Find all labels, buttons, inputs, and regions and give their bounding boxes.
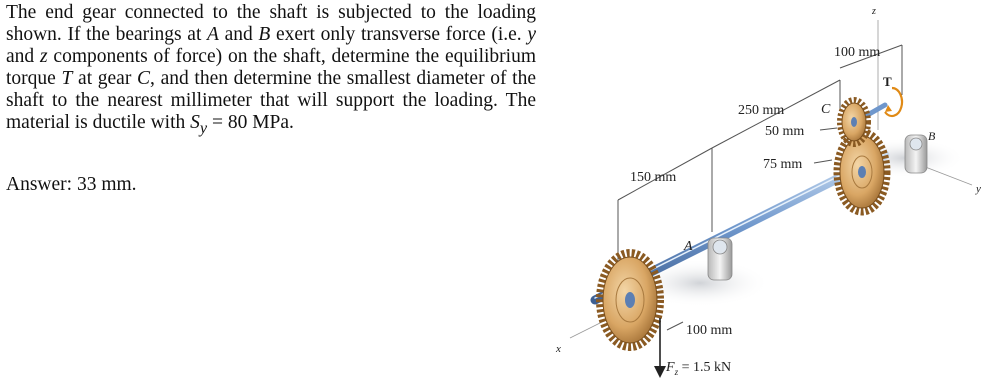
gear-C-large bbox=[837, 132, 887, 212]
var-S-subscript: y bbox=[199, 118, 208, 137]
var-S: S bbox=[190, 112, 200, 133]
var-A: A bbox=[207, 24, 219, 45]
label-150mm: 150 mm bbox=[630, 170, 677, 185]
problem-statement bbox=[6, 2, 536, 139]
label-z: z bbox=[872, 6, 876, 17]
var-B: B bbox=[258, 24, 271, 45]
problem-text-3: exert only transverse force (i.e. bbox=[270, 24, 528, 45]
shaft-gear-figure bbox=[540, 0, 989, 383]
var-C: C bbox=[137, 68, 151, 89]
problem-text-1: The end gear connected to the shaft is subjected to the loading shown. If the bearings at bbox=[6, 2, 536, 45]
label-T: T bbox=[883, 74, 892, 89]
label-A: A bbox=[684, 239, 693, 254]
bearing-B bbox=[905, 135, 927, 173]
problem-text-8: = 80 MPa. bbox=[207, 112, 294, 133]
problem-paragraph bbox=[6, 2, 536, 139]
answer-text: Answer: 33 mm. bbox=[6, 174, 137, 195]
force-label: $F_z = 1.5$ kN bbox=[666, 360, 732, 377]
bearing-A bbox=[708, 238, 732, 280]
label-C: C bbox=[821, 102, 831, 117]
var-T: T bbox=[61, 68, 73, 89]
label-100mm-bottom: 100 mm bbox=[686, 323, 733, 338]
label-250mm: 250 mm bbox=[738, 103, 785, 118]
label-100mm-top: 100 mm bbox=[834, 45, 881, 60]
label-75mm: 75 mm bbox=[763, 157, 803, 172]
var-y: y bbox=[527, 24, 536, 45]
problem-text-4: and bbox=[6, 46, 40, 67]
problem-text-2: and bbox=[218, 24, 259, 45]
label-x: x bbox=[556, 343, 561, 355]
problem-text-7: , and then determine the smallest diameter of the shaft to the nearest millimeter that will support the loading. The material is ductile with bbox=[6, 68, 536, 133]
label-B: B bbox=[928, 129, 936, 143]
problem-text-6: at gear bbox=[72, 68, 138, 89]
problem-text-5: components of force) on the shaft, determine the equilibrium torque bbox=[6, 46, 536, 89]
label-50mm: 50 mm bbox=[765, 124, 805, 139]
torque-arrow bbox=[885, 88, 902, 116]
var-z: z bbox=[40, 46, 48, 67]
label-y: y bbox=[976, 183, 981, 195]
